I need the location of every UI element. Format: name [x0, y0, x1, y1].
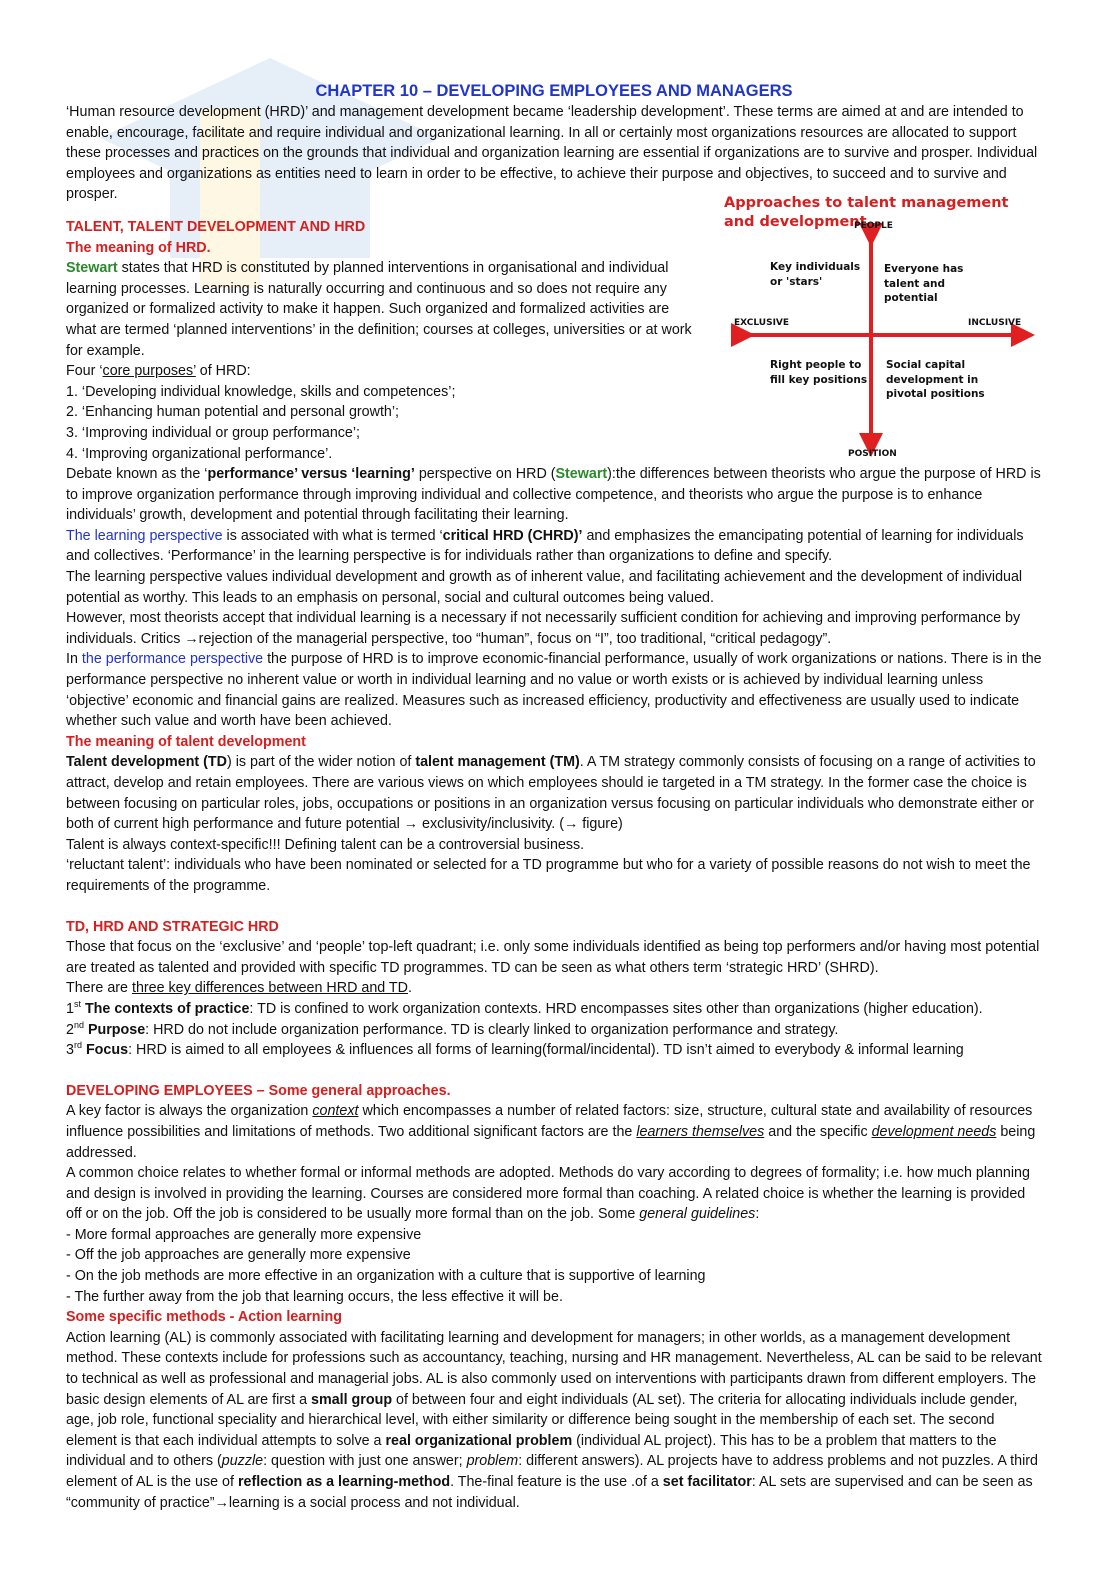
paragraph: ‘reluctant talent’: individuals who have been nominated or selected for a TD programme but who for a variety of possible reasons do not wish to meet the requirements of the programme. [66, 857, 1031, 894]
text-fragment: nd [73, 1019, 84, 1030]
text-fragment: : question with just one answer; [263, 1453, 467, 1470]
text-fragment: (individual AL project). This has to be a problem that matters to the individual and to others ( [66, 1432, 997, 1470]
text-fragment: of HRD: [195, 363, 251, 380]
quadrant-bottom-left: Right people to fill key positions [770, 359, 868, 386]
paragraph: The learning perspective values individual development and growth as of inherent value, and facilitating achievement and the development of individual potential as worthy. This leads to an emphasis on personal, social and cultural outcomes being valued. [66, 569, 1023, 606]
text-fragment: A common choice relates to whether formal or informal methods are adopted. Methods do vary according to degrees of formality; i.e. how much planning and design is involved in providing the learning. Courses are considered more formal than coaching. A related choice is whether the learning is provided off or on the job. Off the job is considered to be usually more formal than on the job. Some [66, 1165, 1030, 1223]
text-fragment: set facilitator [662, 1474, 752, 1490]
text-fragment: 3 [66, 1042, 74, 1059]
text-fragment: the performance perspective [81, 651, 264, 668]
text-fragment: development needs [871, 1123, 997, 1140]
text-fragment: ) is part of the wider notion of [227, 754, 416, 771]
text-fragment: which encompasses a number of related factors: size, structure, cultural state and availability of resources influence possibilities and limitations of methods. Two additional significant factors are the [66, 1103, 1033, 1140]
context-paragraph [66, 1101, 1042, 1163]
text-fragment: of between four and eight individuals (AL set). The criteria for allocating individuals include gender, age, job role, functional speciality and hierarchical level, with either similarity or difference being sought in the membership of each set. The second element is that each individual attempts to solve a [66, 1391, 1018, 1449]
axis-label-inclusive: INCLUSIVE [968, 318, 1022, 328]
axis-label-position: POSITION [848, 449, 897, 459]
text-fragment: The contexts of practice [84, 1000, 250, 1017]
author-name: Stewart [555, 466, 608, 483]
text-fragment: : different answers). AL projects have to address problems and not puzzles. A third element of AL is the use of [66, 1453, 1038, 1490]
guideline-item: - On the job methods are more effective in an organization with a culture that is supportive of learning [66, 1268, 706, 1285]
text-fragment: real organizational problem [385, 1432, 573, 1449]
text-fragment: : HRD do not include organization performance. TD is clearly linked to organization performance and strategy. [145, 1021, 839, 1038]
text-fragment: context [312, 1103, 359, 1120]
text-fragment: three key differences between HRD and TD [131, 980, 408, 997]
text-fragment: critical HRD (CHRD)’ [442, 527, 583, 544]
section-heading-talent: TALENT, TALENT DEVELOPMENT AND HRD [66, 218, 366, 235]
text-fragment: core purposes’ [102, 363, 196, 380]
section-heading-td-hrd: TD, HRD AND STRATEGIC HRD [66, 918, 279, 935]
subheading-talent-development: The meaning of talent development [66, 733, 306, 750]
text-fragment: rd [73, 1040, 82, 1051]
text-fragment: perspective on HRD ( [414, 466, 556, 483]
difference-item [66, 1020, 1042, 1041]
three-differences-line [66, 978, 1042, 999]
text-fragment: A key factor is always the organization [66, 1103, 313, 1120]
figure-title: Approaches to talent management and development [724, 195, 1009, 230]
text-fragment: st [73, 999, 81, 1010]
text-fragment: performance’ versus ‘learning’ [207, 466, 415, 483]
text-fragment: puzzle [221, 1453, 264, 1470]
quadrant-top-left: Key individuals or 'stars' [770, 261, 861, 288]
text-fragment: and the specific [764, 1123, 872, 1140]
text-fragment: : HRD is aimed to all employees & influences all forms of learning(formal/incidental). TD isn’t aimed to everybody & informal learning [128, 1042, 964, 1059]
guideline-item: - Off the job approaches are generally more expensive [66, 1247, 411, 1264]
paragraph: However, most theorists accept that individual learning is a necessary if not necessarily sufficient condition for achieving and improving performance by individuals. Critics →rejection of the managerial perspective, too “human”, focus on “I”, too traditional, “critical pedagogy”. [66, 610, 1021, 647]
difference-item [66, 1040, 1042, 1061]
action-learning-paragraph [66, 1328, 1042, 1513]
quadrant-bottom-right: Social capital development in pivotal positions [886, 359, 985, 400]
text-fragment: general guidelines [639, 1206, 756, 1223]
purpose-item: 2. ‘Enhancing human potential and personal growth’; [66, 404, 400, 421]
text-fragment: learners themselves [636, 1123, 765, 1140]
text-fragment: In [66, 651, 82, 668]
text-fragment: : [755, 1206, 760, 1223]
text-fragment: . A TM strategy commonly consists of focusing on a range of activities to attract, develop and retain employees. There are various views on which employees should ie targeted in a TM strategy. In the former case the choice is between focusing on particular roles, jobs, occupations or positions in an organization versus focusing on particular individuals who demonstrate either or both of current high performance and future potential → exclusivity/inclusivity. (→ figure) [66, 754, 1036, 833]
axis-label-people: PEOPLE [854, 221, 893, 231]
text-fragment: problem [466, 1453, 519, 1470]
text-fragment: small group [311, 1391, 393, 1408]
learning-perspective-paragraph [66, 526, 1042, 567]
subheading-meaning-hrd: The meaning of HRD. [66, 239, 211, 256]
text-fragment: the purpose of HRD is to improve economic-financial performance, usually of work organizations or nations. There is in the performance perspective no inherent value or worth in individual learning and no value or worth exists or is achieved by individual learning unless ‘objective’ economic and financial gains are realized. Measures such as increased efficiency, productivity and effectiveness are usually used to indicate whether such value and worth have been achieved. [66, 651, 1042, 730]
debate-paragraph [66, 464, 1042, 526]
intro-paragraph: ‘Human resource development (HRD)’ and management development became ‘leadership development’. These terms are aimed at and are intended to enable, encourage, facilitate and require individual and organizational learning. In all or certainly most organizations resources are allocated to support these processes and practices on the grounds that individual and organization learning are essential if organizations are to survive and prosper. Individual employees and organizations as entities need to learn in order to be effective, to achieve their purpose and objectives, to succeed and to survive and prosper. [66, 104, 1038, 203]
text-fragment: is associated with what is termed ‘ [222, 527, 443, 544]
guideline-item: - More formal approaches are generally more expensive [66, 1226, 422, 1243]
page-title: CHAPTER 10 – DEVELOPING EMPLOYEES AND MANAGERS [315, 82, 793, 100]
text-fragment: Four ‘ [66, 363, 103, 380]
text-fragment: . [408, 980, 412, 997]
text-fragment: : AL sets are supervised and can be seen as “community of practice”→learning is a social process and not individual. [66, 1474, 1033, 1511]
text-fragment: reflection as a learning-method [237, 1474, 451, 1490]
text-fragment: Action learning (AL) is commonly associated with facilitating learning and development for managers; in other worlds, as a management development method. These contexts include for professions such as accountancy, teaching, nursing and HR management. Nevertheless, AL can be said to be relevant to technical as well as professional and managerial jobs. AL is also commonly used on interventions with participants drawn from different employers. The basic design elements of AL are first a [66, 1329, 1042, 1408]
performance-perspective-paragraph [66, 649, 1042, 731]
text-fragment: ):the differences between theorists who argue the purpose of HRD is to improve organization performance through improving individual and collective competence, and theorists who argue the purpose is to enhance individuals’ growth, development and potential through facilitating their learning. [66, 466, 1041, 524]
text-fragment: being addressed. [66, 1123, 1036, 1161]
text-fragment: Talent development (TD [66, 754, 227, 771]
text-fragment: and emphasizes the emancipating potential of learning for individuals and collectives. ‘Performance’ in the learning perspective is for individuals rather than organizations to define and specify. [66, 527, 1024, 565]
author-name: Stewart [66, 260, 118, 277]
purpose-item: 1. ‘Developing individual knowledge, skills and competences’; [66, 383, 456, 400]
text-fragment: talent management (TM) [415, 754, 580, 771]
paragraph: Talent is always context-specific!!! Defining talent can be a controversial business. [66, 836, 585, 853]
text-fragment: Focus [85, 1042, 129, 1059]
difference-item [66, 999, 1042, 1020]
text-fragment: There are [66, 980, 132, 997]
stewart-paragraph [66, 258, 698, 361]
text-fragment: Purpose [87, 1021, 146, 1038]
text-fragment: . The-final feature is the use .of a [450, 1474, 663, 1490]
td-paragraph [66, 752, 1042, 834]
purpose-item: 4. ‘Improving organizational performance’. [66, 445, 333, 462]
purpose-item: 3. ‘Improving individual or group performance’; [66, 424, 361, 441]
section-heading-developing-employees: DEVELOPING EMPLOYEES – Some general approaches. [66, 1082, 451, 1099]
text-fragment: Debate known as the ‘ [66, 466, 208, 483]
formality-paragraph [66, 1163, 1042, 1225]
stewart-text: states that HRD is constituted by planned interventions in organisational and individual learning processes. Learning is naturally occurring and continuous and so does not require any organized or formalized activity to make it happen. Such organized and formalized activities are what are termed ‘planned interventions’ in the definition; courses at colleges, universities or at work for example. [66, 260, 692, 359]
text-fragment: : TD is confined to work organization contexts. HRD encompasses sites other than organizations (higher education). [249, 1000, 983, 1017]
text-fragment: The learning perspective [66, 527, 223, 544]
guideline-item: - The further away from the job that learning occurs, the less effective it will be. [66, 1288, 563, 1305]
quadrant-top-right: Everyone has talent and potential [884, 263, 964, 304]
axis-label-exclusive: EXCLUSIVE [734, 318, 790, 328]
subheading-action-learning: Some specific methods - Action learning [66, 1309, 342, 1326]
text-fragment: 2 [66, 1021, 74, 1038]
talent-approaches-figure [718, 190, 1048, 460]
paragraph: Those that focus on the ‘exclusive’ and ‘people’ top-left quadrant; i.e. only some individuals identified as being top performers and/or having most potential are treated as talented and provided with specific TD programmes. TD can be seen as what others term ‘strategic HRD’ (SHRD). [66, 939, 1040, 976]
text-fragment: 1 [66, 1000, 74, 1017]
